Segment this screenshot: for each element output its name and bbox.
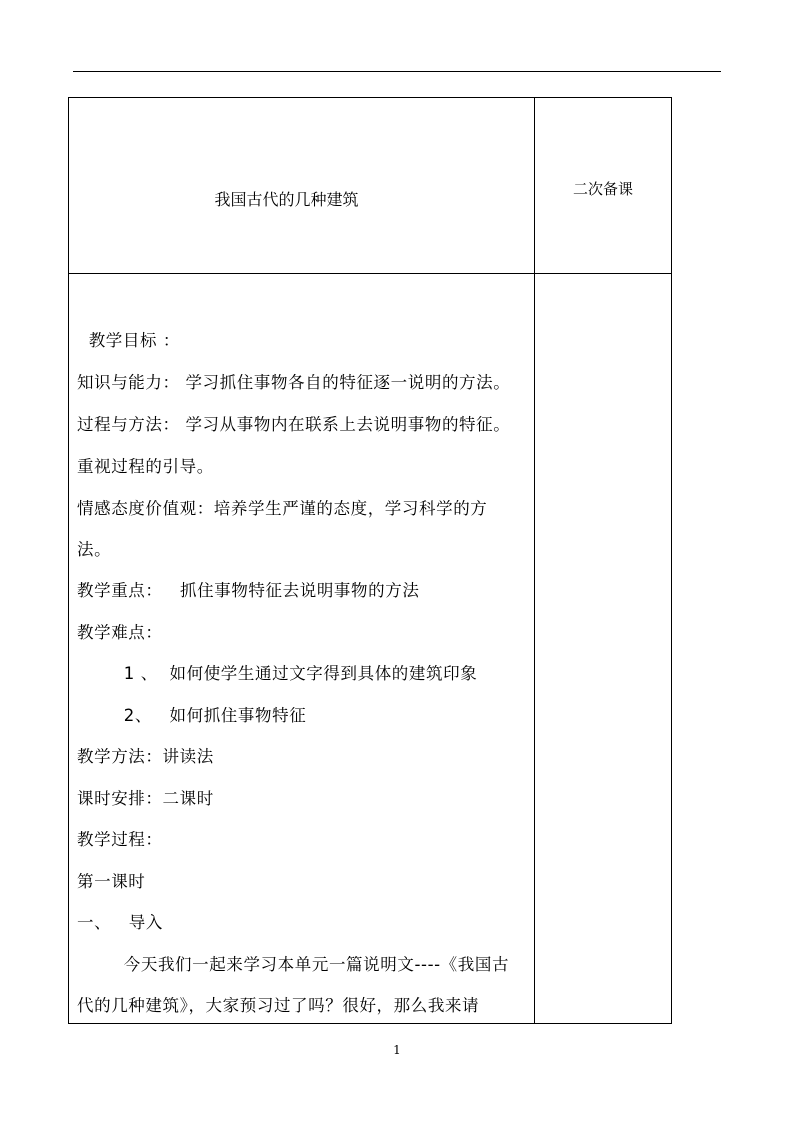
- side-notes-cell: [535, 274, 672, 1024]
- text-line: 2、 如何抓住事物特征: [77, 706, 307, 725]
- side-header-cell: [535, 98, 672, 274]
- lesson-body-cell: [69, 274, 535, 1024]
- text-line: 教学难点：: [77, 623, 163, 642]
- title-row: [69, 98, 672, 274]
- text-line: 教学重点： 抓住事物特征去说明事物的方法: [77, 581, 420, 600]
- title-cell: [69, 98, 535, 274]
- text-line: 情感态度价值观：培养学生严谨的态度，学习科学的方: [77, 499, 488, 518]
- header-rule: [73, 71, 721, 72]
- page-number: 1: [393, 1043, 401, 1057]
- second-preparation-label: 二次备课: [572, 180, 633, 198]
- content-row: [69, 274, 672, 1024]
- text-line: 教学方法：讲读法: [77, 747, 214, 766]
- lesson-plan-table: [68, 97, 672, 1024]
- text-line: 知识与能力： 学习抓住事物各自的特征逐一说明的方法。: [77, 373, 511, 392]
- text-line: 1 、 如何使学生通过文字得到具体的建筑印象: [77, 664, 478, 683]
- text-line: 过程与方法： 学习从事物内在联系上去说明事物的特征。: [77, 415, 511, 434]
- lesson-title: 我国古代的几种建筑: [214, 190, 359, 209]
- text-line: 代的几种建筑》，大家预习过了吗？很好，那么我来请: [77, 996, 480, 1015]
- text-line: 重视过程的引导。: [77, 457, 214, 476]
- text-line: 教学过程：: [77, 830, 163, 849]
- text-line: 今天我们一起来学习本单元一篇说明文----《我国古: [77, 955, 510, 974]
- text-line: 课时安排：二课时: [77, 789, 214, 808]
- text-line: 第一课时: [77, 872, 146, 891]
- text-line: 法。: [77, 540, 112, 559]
- text-line: 一、 导入: [77, 913, 163, 932]
- text-line: 教学目标 ：: [77, 331, 181, 350]
